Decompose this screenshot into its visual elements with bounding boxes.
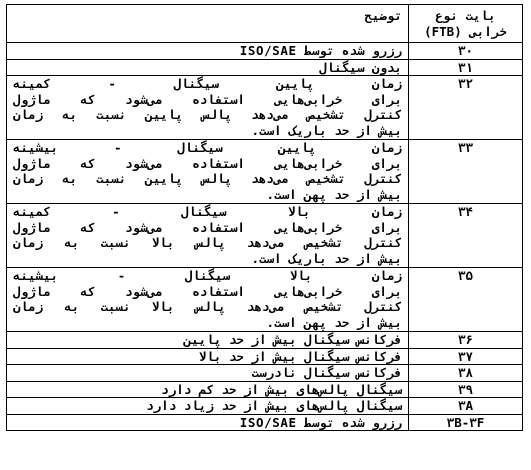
table-row [7,365,523,382]
ftb-code-cell: ۳۷ [409,348,523,365]
table-row [7,43,523,60]
description-line: بدون سیگنال [319,59,402,75]
table-body [7,43,523,431]
header-code-line1: بایت نوع [435,8,496,23]
header-code-cell [409,5,523,43]
ftb-code-cell: ۳۳ [409,140,523,204]
header-desc-cell: توضیح [7,5,409,43]
ftb-table [6,4,523,431]
description-line: کنترل تشخیص می‌دهد پالس بالا نسبت به زمان [13,235,402,250]
description-line: فرکانس سیگنال بیش از حد پایین [183,332,402,347]
header-code-line2: خرابی (FTB) [424,23,507,39]
ftb-description-cell [7,414,409,431]
table-row [7,140,523,204]
description-line: زمان بالا سیگنال - کمینه [13,204,402,219]
ftb-description-cell [7,43,409,60]
description-line: سیگنال پالس‌های بیش از حد زیاد دارد [146,398,402,413]
table-row [7,381,523,398]
table-row [7,59,523,76]
description-line: کنترل تشخیص می‌دهد پالس پایین نسبت به زمان [13,171,402,186]
description-line: بیش از حد باریک است. [251,122,402,138]
description-line: فرکانس سیگنال نادرست [251,365,402,380]
ftb-code-cell: ۳B-۳F [409,414,523,431]
table-row [7,348,523,365]
table-row [7,204,523,268]
ftb-description-cell [7,332,409,349]
ftb-description-cell [7,140,409,204]
table-row [7,414,523,431]
ftb-code-cell: ۳۶ [409,332,523,349]
ftb-description-cell [7,381,409,398]
description-line: برای خرابی‌هایی استفاده می‌شود که ماژول [13,155,402,171]
ftb-code-cell: ۳A [409,398,523,415]
table-row [7,332,523,349]
ftb-code-cell: ۳۹ [409,381,523,398]
description-line: زمان بالا سیگنال - بیشینه [13,268,402,283]
ftb-description-cell [7,59,409,76]
description-line: بیش از حد پهن است. [266,314,402,330]
description-line: زمان پایین سیگنال - بیشینه [13,140,402,155]
description-line: برای خرابی‌هایی استفاده می‌شود که ماژول [13,219,402,235]
ftb-code-cell: ۳۱ [409,59,523,76]
description-line: سیگنال پالس‌های بیش از حد کم دارد [161,381,402,397]
ftb-description-cell [7,76,409,140]
ftb-code-cell: ۳۸ [409,365,523,382]
ftb-description-cell [7,365,409,382]
ftb-code-cell: ۳۲ [409,76,523,140]
ftb-code-cell: ۳۴ [409,204,523,268]
table-row [7,398,523,415]
description-line: کنترل تشخیص می‌دهد پالس پایین نسبت به زمان [13,107,402,122]
description-line: فرکانس سیگنال بیش از حد بالا [198,348,402,364]
ftb-description-cell [7,398,409,415]
ftb-code-cell: ۳۰ [409,43,523,60]
description-line: بیش از حد باریک است. [251,250,402,266]
table-header-row [7,5,523,43]
description-line: زمان پایین سیگنال - کمینه [13,76,402,91]
ftb-description-cell [7,268,409,332]
description-line: برای خرابی‌هایی استفاده می‌شود که ماژول [13,283,402,299]
ftb-description-cell [7,348,409,365]
description-line: رزرو شده توسط ISO/SAE [239,414,402,430]
ftb-description-cell [7,204,409,268]
table-row [7,268,523,332]
ftb-code-cell: ۳۵ [409,268,523,332]
description-line: کنترل تشخیص می‌دهد پالس بالا نسبت به زمان [13,299,402,314]
description-line: رزرو شده توسط ISO/SAE [239,43,402,58]
description-line: برای خرابی‌هایی استفاده می‌شود که ماژول [13,91,402,107]
table-row [7,76,523,140]
description-line: بیش از حد پهن است. [266,186,402,202]
